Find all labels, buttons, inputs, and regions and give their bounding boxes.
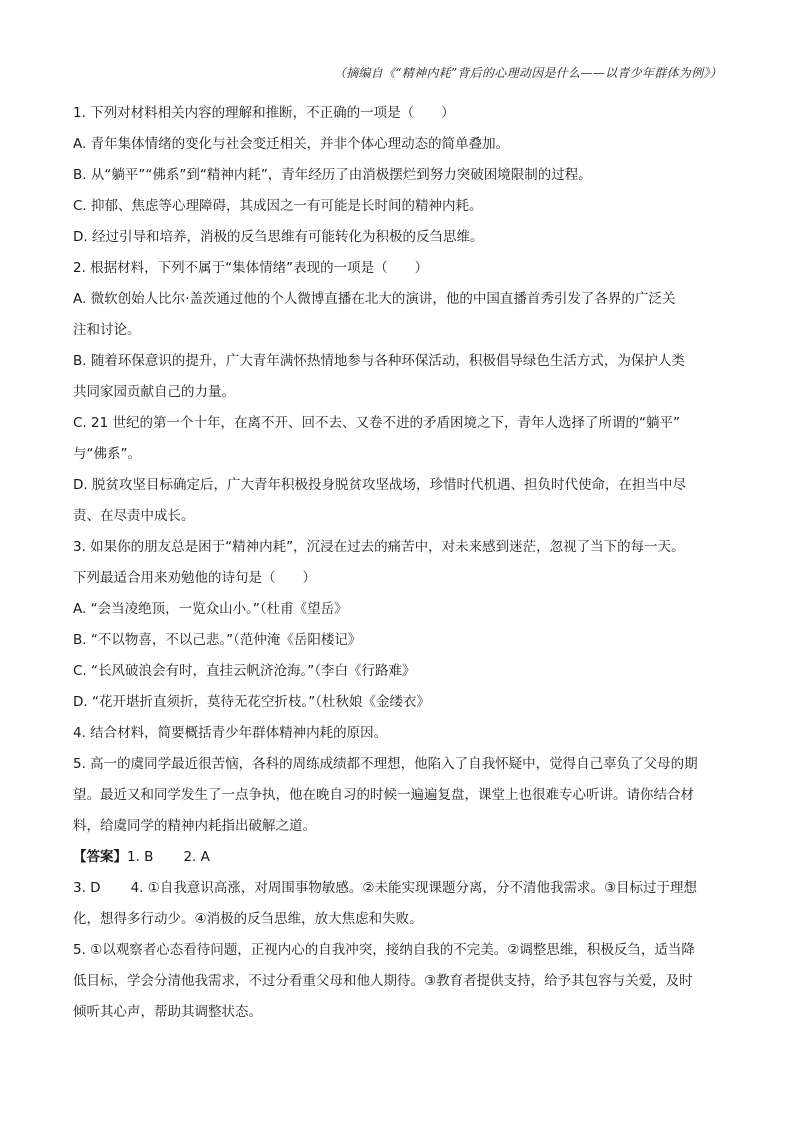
answer-line-1 — [73, 842, 725, 873]
question-stem: 1. 下列对材料相关内容的理解和推断，不正确的一项是（ ） — [73, 105, 455, 121]
answer-2: 2. A — [183, 849, 210, 865]
question-stem-continued: 下列最适合用来劝勉他的诗句是（ ） — [73, 570, 316, 586]
answer-4: 4. ①自我意识高涨，对周围事物敏感。②未能实现课题分离，分不清他我需求。③目标过于理想 — [130, 880, 698, 896]
option-d: D. 脱贫攻坚目标确定后，广大青年积极投身脱贫攻坚战场，珍惜时代机遇、担负时代使命，在担当中尽 — [73, 477, 686, 493]
answer-3: 3. D — [73, 880, 101, 896]
source-citation: （摘编自《“精神内耗”背后的心理动因是什么——以青少年群体为例》） — [333, 66, 722, 80]
answer-line-2 — [73, 873, 725, 904]
option-c: C. “长风破浪会有时，直挂云帆济沧海。”（李白《行路难》 — [73, 663, 416, 679]
option-d: D. 经过引导和培养，消极的反刍思维有可能转化为积极的反刍思维。 — [73, 229, 484, 245]
question-stem-continued: 料，给虞同学的精神内耗指出破解之道。 — [73, 818, 316, 834]
option-d-continued: 责、在尽责中成长。 — [73, 508, 195, 524]
option-d: D. “花开堪折直须折，莫待无花空折枝。”（杜秋娘《金缕衣》 — [73, 694, 430, 710]
option-b: B. 随着环保意识的提升，广大青年满怀热情地参与各种环保活动，积极倡导绿色生活方式，为保护人类 — [73, 353, 685, 369]
option-a: A. 微软创始人比尔·盖茨通过他的个人微博直播在北大的演讲，他的中国直播首秀引发了各界的广泛关 — [73, 291, 676, 307]
answer-5-continued: 低目标，学会分清他我需求，不过分看重父母和他人期待。③教育者提供支持，给予其包容与关爱，及时 — [73, 973, 693, 989]
question-stem: 4. 结合材料，简要概括青少年群体精神内耗的原因。 — [73, 725, 388, 741]
question-stem: 5. 高一的虞同学最近很苦恼，各科的周练成绩都不理想，他陷入了自我怀疑中，觉得自己辜负了父母的期 — [73, 756, 698, 772]
question-stem-continued: 望。最近又和同学发生了一点争执，他在晚自习的时候一遍遍复盘，课堂上也很难专心听讲。请你结合材 — [73, 787, 694, 803]
question-stem: 2. 根据材料，下列不属于“集体情绪”表现的一项是（ ） — [73, 260, 429, 276]
question-1 — [73, 98, 725, 253]
option-b: B. “不以物喜，不以己悲。”（范仲淹《岳阳楼记》 — [73, 632, 362, 648]
question-stem: 3. 如果你的朋友总是困于“精神内耗”，沉浸在过去的痛苦中，对未来感到迷茫，忽视了当下的每一天。 — [73, 539, 685, 555]
answer-4-continued: 化，想得多行动少。④消极的反刍思维，放大焦虑和失败。 — [73, 911, 423, 927]
option-c-continued: 与“佛系”。 — [73, 446, 141, 462]
option-c: C. 抑郁、焦虑等心理障碍，其成因之一有可能是长时间的精神内耗。 — [73, 198, 483, 214]
question-content — [73, 98, 725, 1028]
question-5 — [73, 749, 725, 842]
answer-5: 5. ①以观察者心态看待问题，正视内心的自我冲突，接纳自我的不完美。②调整思维，积极反刍，适当降 — [73, 942, 695, 958]
option-b: B. 从“躺平”“佛系”到“精神内耗”，青年经历了由消极摆烂到努力突破困境限制的过程。 — [73, 167, 592, 183]
option-c: C. 21 世纪的第一个十年，在离不开、回不去、又卷不进的矛盾困境之下，青年人选择了所谓的“躺平” — [73, 415, 680, 431]
option-b-continued: 共同家园贡献自己的力量。 — [73, 384, 235, 400]
answer-5-continued: 倾听其心声，帮助其调整状态。 — [73, 1004, 262, 1020]
option-a: A. “会当凌绝顶，一览众山小。”（杜甫《望岳》 — [73, 601, 348, 617]
answer-label: 【答案】 — [73, 849, 127, 865]
question-4 — [73, 718, 725, 749]
question-2 — [73, 253, 725, 532]
question-3 — [73, 532, 725, 718]
option-a-continued: 注和讨论。 — [73, 322, 141, 338]
answer-1: 1. B — [127, 849, 154, 865]
answer-section — [73, 842, 725, 1028]
option-a: A. 青年集体情绪的变化与社会变迁相关，并非个体心理动态的简单叠加。 — [73, 136, 510, 152]
